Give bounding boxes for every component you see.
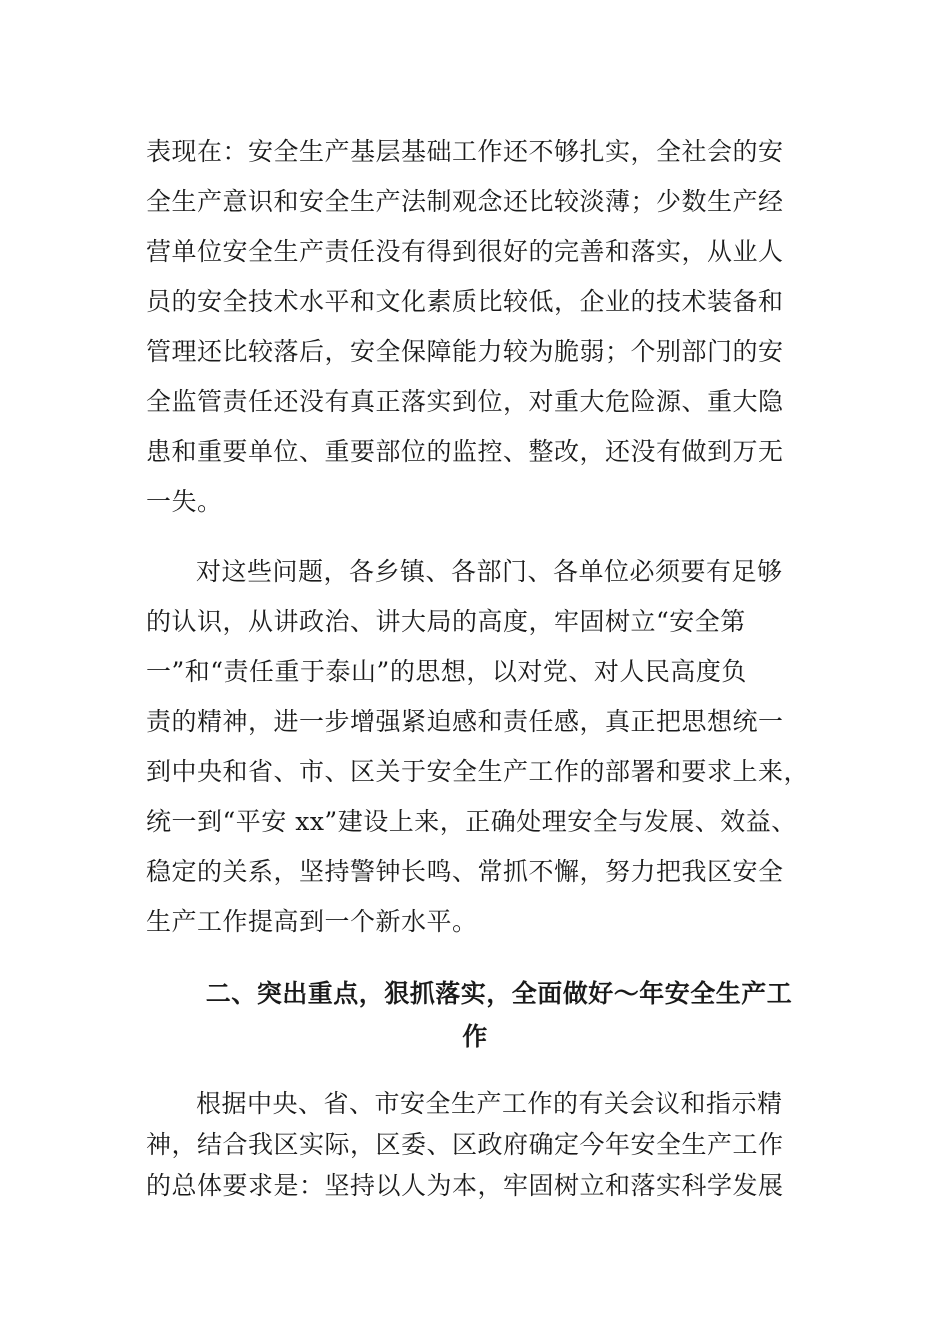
text-line: 的认识，从讲政治、讲大局的高度，牢固树立“安全第 [146, 607, 746, 636]
text-line: 营单位安全生产责任没有得到很好的完善和落实，从业人 [146, 237, 784, 266]
text-line: 一”和“责任重于泰山”的思想，以对党、对人民高度负 [146, 657, 747, 686]
text-line: 根据中央、省、市安全生产工作的有关会议和指示精 [196, 1089, 783, 1118]
text-line: 生产工作提高到一个新水平。 [146, 907, 478, 936]
text-line: 的总体要求是：坚持以人为本，牢固树立和落实科学发展 [146, 1171, 784, 1200]
text-line: 管理还比较落后，安全保障能力较为脆弱；个别部门的安 [146, 337, 784, 366]
text-line: 对这些问题，各乡镇、各部门、各单位必须要有足够 [196, 557, 783, 586]
text-line: 统一到“平安 xx”建设上来，正确处理安全与发展、效益、 [146, 807, 797, 836]
text-line: 神，结合我区实际，区委、区政府确定今年安全生产工作 [146, 1130, 784, 1159]
heading-line: 作 [462, 1022, 488, 1051]
text-line: 患和重要单位、重要部位的监控、整改，还没有做到万无 [146, 437, 784, 466]
text-line: 全监管责任还没有真正落实到位，对重大危险源、重大隐 [146, 387, 784, 416]
text-line: 责的精神，进一步增强紧迫感和责任感，真正把思想统一 [146, 707, 784, 736]
text-line: 表现在：安全生产基层基础工作还不够扎实，全社会的安 [146, 137, 784, 166]
heading-line: 二、突出重点，狠抓落实，全面做好～年安全生产工 [205, 979, 793, 1008]
text-line: 到中央和省、市、区关于安全生产工作的部署和要求上来， [146, 757, 810, 786]
text-line: 全生产意识和安全生产法制观念还比较淡薄；少数生产经 [146, 187, 784, 216]
text-line: 员的安全技术水平和文化素质比较低，企业的技术装备和 [146, 287, 784, 316]
text-line: 一失。 [146, 487, 223, 516]
text-line: 稳定的关系，坚持警钟长鸣、常抓不懈，努力把我区安全 [146, 857, 784, 886]
